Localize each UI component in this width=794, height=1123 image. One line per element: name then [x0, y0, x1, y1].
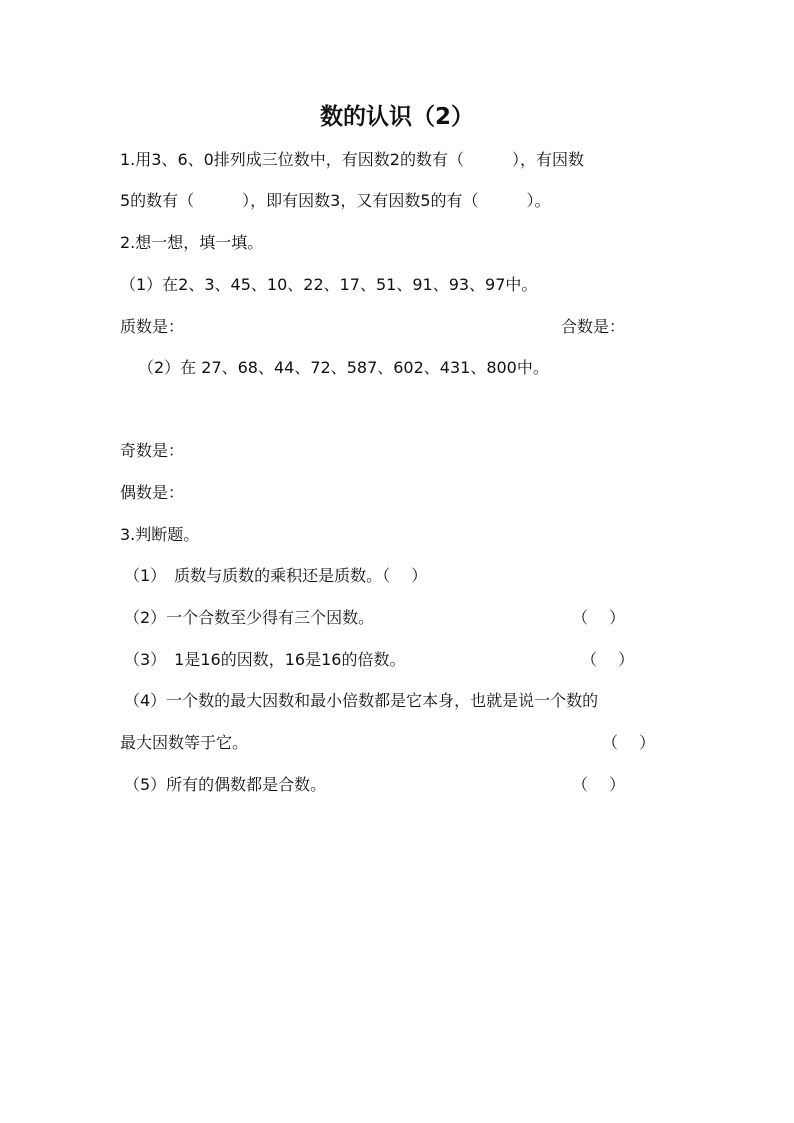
question-2-heading: 2.想一想，填一填。 — [120, 233, 264, 252]
question-2-sub-1: （1）在2、3、45、10、22、17、51、91、93、97中。 — [120, 275, 538, 294]
page-title: 数的认识（2） — [319, 104, 474, 130]
question-3-heading: 3.判断题。 — [120, 525, 200, 544]
question-2-sub-2: （2）在 27、68、44、72、587、602、431、800中。 — [138, 358, 549, 377]
prime-label: 质数是： — [120, 317, 185, 336]
judgement-item-3: （3） 1是16的因数，16是16的倍数。 — [124, 650, 406, 669]
even-label: 偶数是： — [120, 483, 185, 502]
judgement-item-2: （2）一个合数至少得有三个因数。 — [124, 608, 375, 627]
question-1-line-2: 5的数有（ ），即有因数3，又有因数5的有（ ）。 — [120, 191, 551, 210]
judgement-item-4: （4）一个数的最大因数和最小倍数都是它本身，也就是说一个数的 — [124, 691, 599, 710]
odd-label: 奇数是： — [120, 441, 185, 460]
question-1-line-1: 1.用3、6、0排列成三位数中，有因数2的数有（ ），有因数 — [120, 150, 584, 169]
judgement-item-1: （1） 质数与质数的乘积还是质数。（ ） — [124, 566, 428, 585]
judgement-item-4-cont: 最大因数等于它。 — [120, 733, 249, 752]
composite-label: 合数是： — [561, 317, 626, 336]
judgement-item-5: （5）所有的偶数都是合数。 — [124, 775, 327, 794]
answer-paren-2: （ ） — [572, 608, 626, 627]
answer-paren-4: （ ） — [602, 733, 656, 752]
answer-paren-3: （ ） — [581, 650, 635, 669]
answer-paren-5: （ ） — [572, 775, 626, 794]
